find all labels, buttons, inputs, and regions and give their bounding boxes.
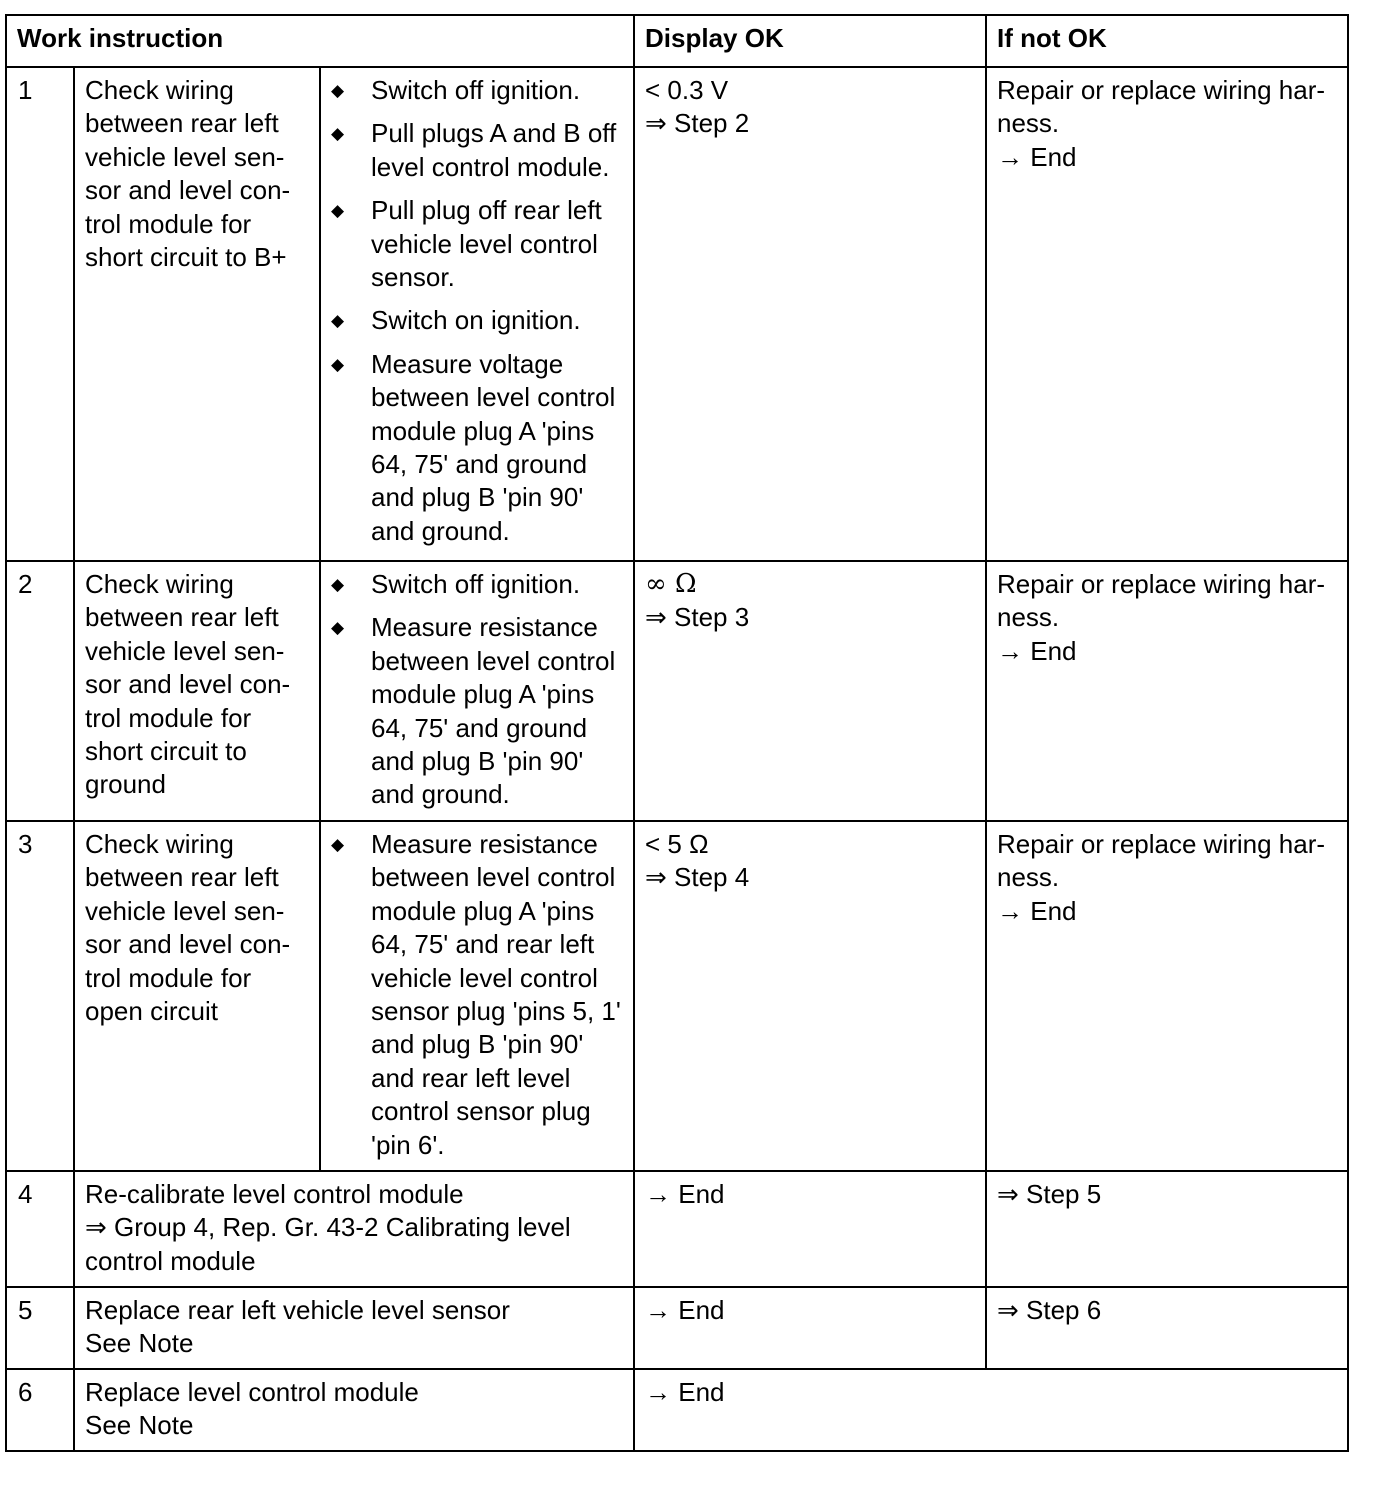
display-ok-cell: → End (634, 1171, 986, 1287)
if-not-ok-cell (986, 561, 1348, 821)
list-item: ◆ Pull plug off rear left vehicle level control sensor. (331, 194, 627, 294)
step-note: See Note (85, 1328, 194, 1359)
step-actions (320, 821, 634, 1171)
step-description (74, 1287, 634, 1369)
display-ok-cell: → End (634, 1369, 1348, 1451)
diamond-bullet-icon: ◆ (331, 618, 345, 638)
step-number: 2 (6, 561, 74, 821)
diamond-bullet-icon: ◆ (331, 354, 345, 374)
if-not-ok-next: → End (997, 635, 1077, 666)
display-ok-cell (634, 561, 986, 821)
list-item: ◆ Measure voltage between level control module plug A 'pins 64, 75' and ground and plug B 'pin 90' and ground. (331, 348, 627, 548)
step-note: See Note (85, 1410, 194, 1441)
step-reference: ⇒ Group 4, Rep. Gr. 43-2 Calibrating level control module (85, 1212, 571, 1276)
table-row (6, 561, 1348, 821)
list-item: ◆ Switch off ignition. (331, 568, 627, 601)
if-not-ok-cell: ⇒ Step 5 (986, 1171, 1348, 1287)
if-not-ok-next: → End (997, 141, 1077, 172)
step-description: Check wiring between rear left vehicle level sen-sor and level con-trol module for short circuit to B+ (74, 67, 320, 561)
list-item: ◆ Switch off ignition. (331, 74, 627, 107)
display-ok-value: ∞ Ω (645, 569, 697, 599)
list-item: ◆ Measure resistance between level control module plug A 'pins 64, 75' and ground and plug B 'pin 90' and ground. (331, 611, 627, 811)
diamond-bullet-icon: ◆ (331, 311, 345, 331)
diamond-bullet-icon: ◆ (331, 201, 345, 221)
display-ok-cell (634, 67, 986, 561)
list-item: ◆ Pull plugs A and B off level control module. (331, 117, 627, 184)
step-actions (320, 67, 634, 561)
step-action: Replace level control module (85, 1377, 419, 1407)
diamond-bullet-icon: ◆ (331, 575, 345, 594)
step-action: Replace rear left vehicle level sensor (85, 1295, 510, 1325)
step-number: 5 (6, 1287, 74, 1369)
header-if-not-ok: If not OK (986, 15, 1348, 67)
step-description (74, 1369, 634, 1451)
header-display-ok: Display OK (634, 15, 986, 67)
table-row (6, 1287, 1348, 1369)
display-ok-value: < 0.3 V (645, 75, 729, 105)
list-item: ◆ Measure resistance between level control module plug A 'pins 64, 75' and rear left vehicle level control sensor plug 'pins 5, 1' and plug B 'pin 90' and rear left level control sensor plug 'pin 6'. (331, 828, 627, 1162)
step-description: Check wiring between rear left vehicle level sen-sor and level con-trol module for open circuit (74, 821, 320, 1171)
display-ok-next: ⇒ Step 4 (645, 862, 750, 893)
display-ok-next: ⇒ Step 2 (645, 108, 750, 139)
step-description (74, 1171, 634, 1287)
if-not-ok-cell (986, 821, 1348, 1171)
table-row (6, 67, 1348, 561)
work-instruction-table (5, 14, 1349, 1452)
diamond-bullet-icon: ◆ (331, 81, 345, 100)
step-number: 4 (6, 1171, 74, 1287)
if-not-ok-cell: ⇒ Step 6 (986, 1287, 1348, 1369)
diamond-bullet-icon: ◆ (331, 835, 345, 854)
if-not-ok-action: Repair or replace wiring har-ness. (997, 75, 1326, 139)
if-not-ok-action: Repair or replace wiring har-ness. (997, 829, 1326, 893)
display-ok-cell: → End (634, 1287, 986, 1369)
step-actions (320, 561, 634, 821)
step-description: Check wiring between rear left vehicle level sen-sor and level con-trol module for short circuit to ground (74, 561, 320, 821)
list-item: ◆ Switch on ignition. (331, 304, 627, 337)
table-row (6, 1369, 1348, 1451)
if-not-ok-cell (986, 67, 1348, 561)
diamond-bullet-icon: ◆ (331, 124, 345, 144)
if-not-ok-next: → End (997, 895, 1077, 926)
step-number: 1 (6, 67, 74, 561)
display-ok-next: ⇒ Step 3 (645, 602, 750, 633)
step-number: 3 (6, 821, 74, 1171)
header-work-instruction: Work instruction (6, 15, 634, 67)
display-ok-cell (634, 821, 986, 1171)
step-number: 6 (6, 1369, 74, 1451)
table-row (6, 1171, 1348, 1287)
display-ok-value: < 5 Ω (645, 829, 709, 859)
table-row (6, 821, 1348, 1171)
if-not-ok-action: Repair or replace wiring har-ness. (997, 569, 1326, 633)
step-action: Re-calibrate level control module (85, 1179, 464, 1209)
header-row (6, 15, 1348, 67)
